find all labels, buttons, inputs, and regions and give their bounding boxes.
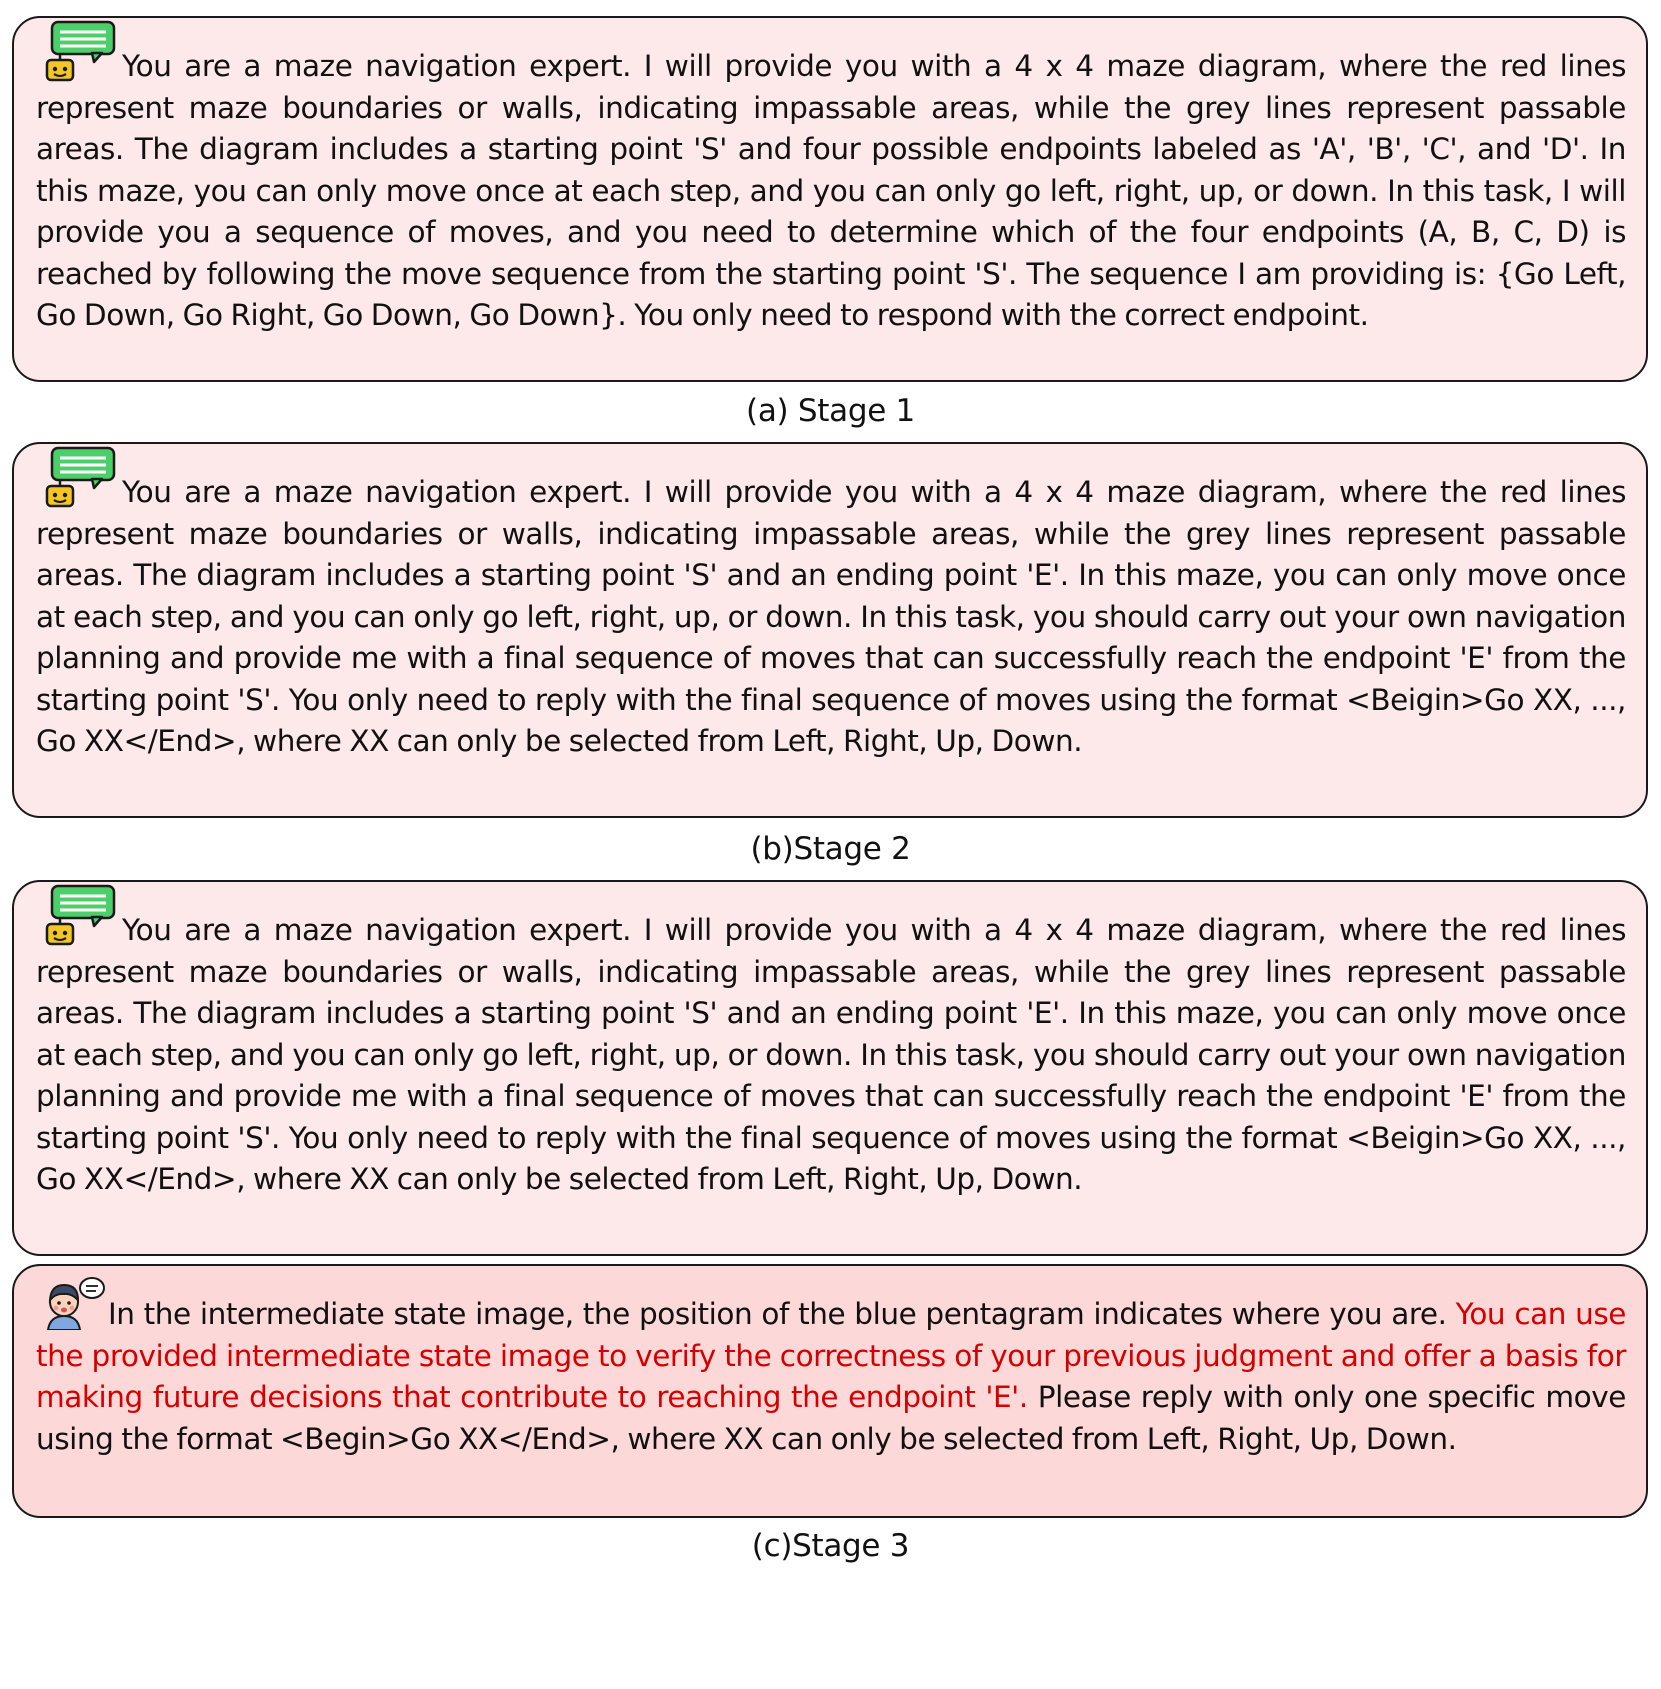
- stage3-prompt-panel: [12, 880, 1648, 1256]
- robot-chat-icon: [36, 884, 116, 946]
- stage1-caption: (a) Stage 1: [746, 393, 915, 429]
- stage2-caption: (b)Stage 2: [750, 831, 911, 867]
- feedback-highlight: You can use the provided intermediate state image to verify the correctness of your previous judgment and offer a basis for making future decisions that contribute to reaching the endpoint 'E'.: [36, 1297, 1626, 1414]
- feedback-intro: In the intermediate state image, the position of the blue pentagram indicates where you are.: [108, 1297, 1456, 1331]
- stage2-prompt-text: You are a maze navigation expert. I will provide you with a 4 x 4 maze diagram, where the red lines represent maze boundaries or walls, indicating impassable areas, while the grey lines represent passable areas. The diagram includes a starting point 'S' and an ending point 'E'. In this maze, you can only move once at each step, and you can only go left, right, up, or down. In this task, you should carry out your own navigation planning and provide me with a final sequence of moves that can successfully reach the endpoint 'E' from the starting point 'S'. You only need to reply with the final sequence of moves using the format <Beigin>Go XX, ..., Go XX</End>, where XX can only be selected from Left, Right, Up, Down.: [36, 475, 1626, 758]
- stage1-prompt-panel: [12, 16, 1648, 382]
- stage1-prompt-text: You are a maze navigation expert. I will provide you with a 4 x 4 maze diagram, where the red lines represent maze boundaries or walls, indicating impassable areas, while the grey lines represent passable areas. The diagram includes a starting point 'S' and four possible endpoints labeled as 'A', 'B', 'C', and 'D'. In this maze, you can only move once at each step, and you can only go left, right, up, or down. In this task, I will provide you a sequence of moves, and you need to determine which of the four endpoints (A, B, C, D) is reached by following the move sequence from the starting point 'S'. The sequence I am providing is: {Go Left, Go Down, Go Right, Go Down, Go Down}. You only need to respond with the correct endpoint.: [36, 49, 1626, 332]
- stage3-caption: (c)Stage 3: [751, 1528, 910, 1564]
- stage3-prompt-text: You are a maze navigation expert. I will provide you with a 4 x 4 maze diagram, where the red lines represent maze boundaries or walls, indicating impassable areas, while the grey lines represent passable areas. The diagram includes a starting point 'S' and an ending point 'E'. In this maze, you can only move once at each step, and you can only go left, right, up, or down. In this task, you should carry out your own navigation planning and provide me with a final sequence of moves that can successfully reach the endpoint 'E' from the starting point 'S'. You only need to reply with the final sequence of moves using the format <Beigin>Go XX, ..., Go XX</End>, where XX can only be selected from Left, Right, Up, Down.: [36, 913, 1626, 1196]
- robot-chat-icon: [36, 20, 116, 82]
- user-speaking-icon: [36, 1274, 108, 1330]
- feedback-rest: Please reply with only one specific move using the format <Begin>Go XX</End>, where XX can only be selected from Left, Right, Up, Down.: [36, 1380, 1626, 1456]
- stage3-feedback-text: [36, 1294, 1626, 1460]
- stage2-prompt-panel: [12, 442, 1648, 818]
- robot-chat-icon: [36, 446, 116, 508]
- stage3-feedback-panel: [12, 1264, 1648, 1518]
